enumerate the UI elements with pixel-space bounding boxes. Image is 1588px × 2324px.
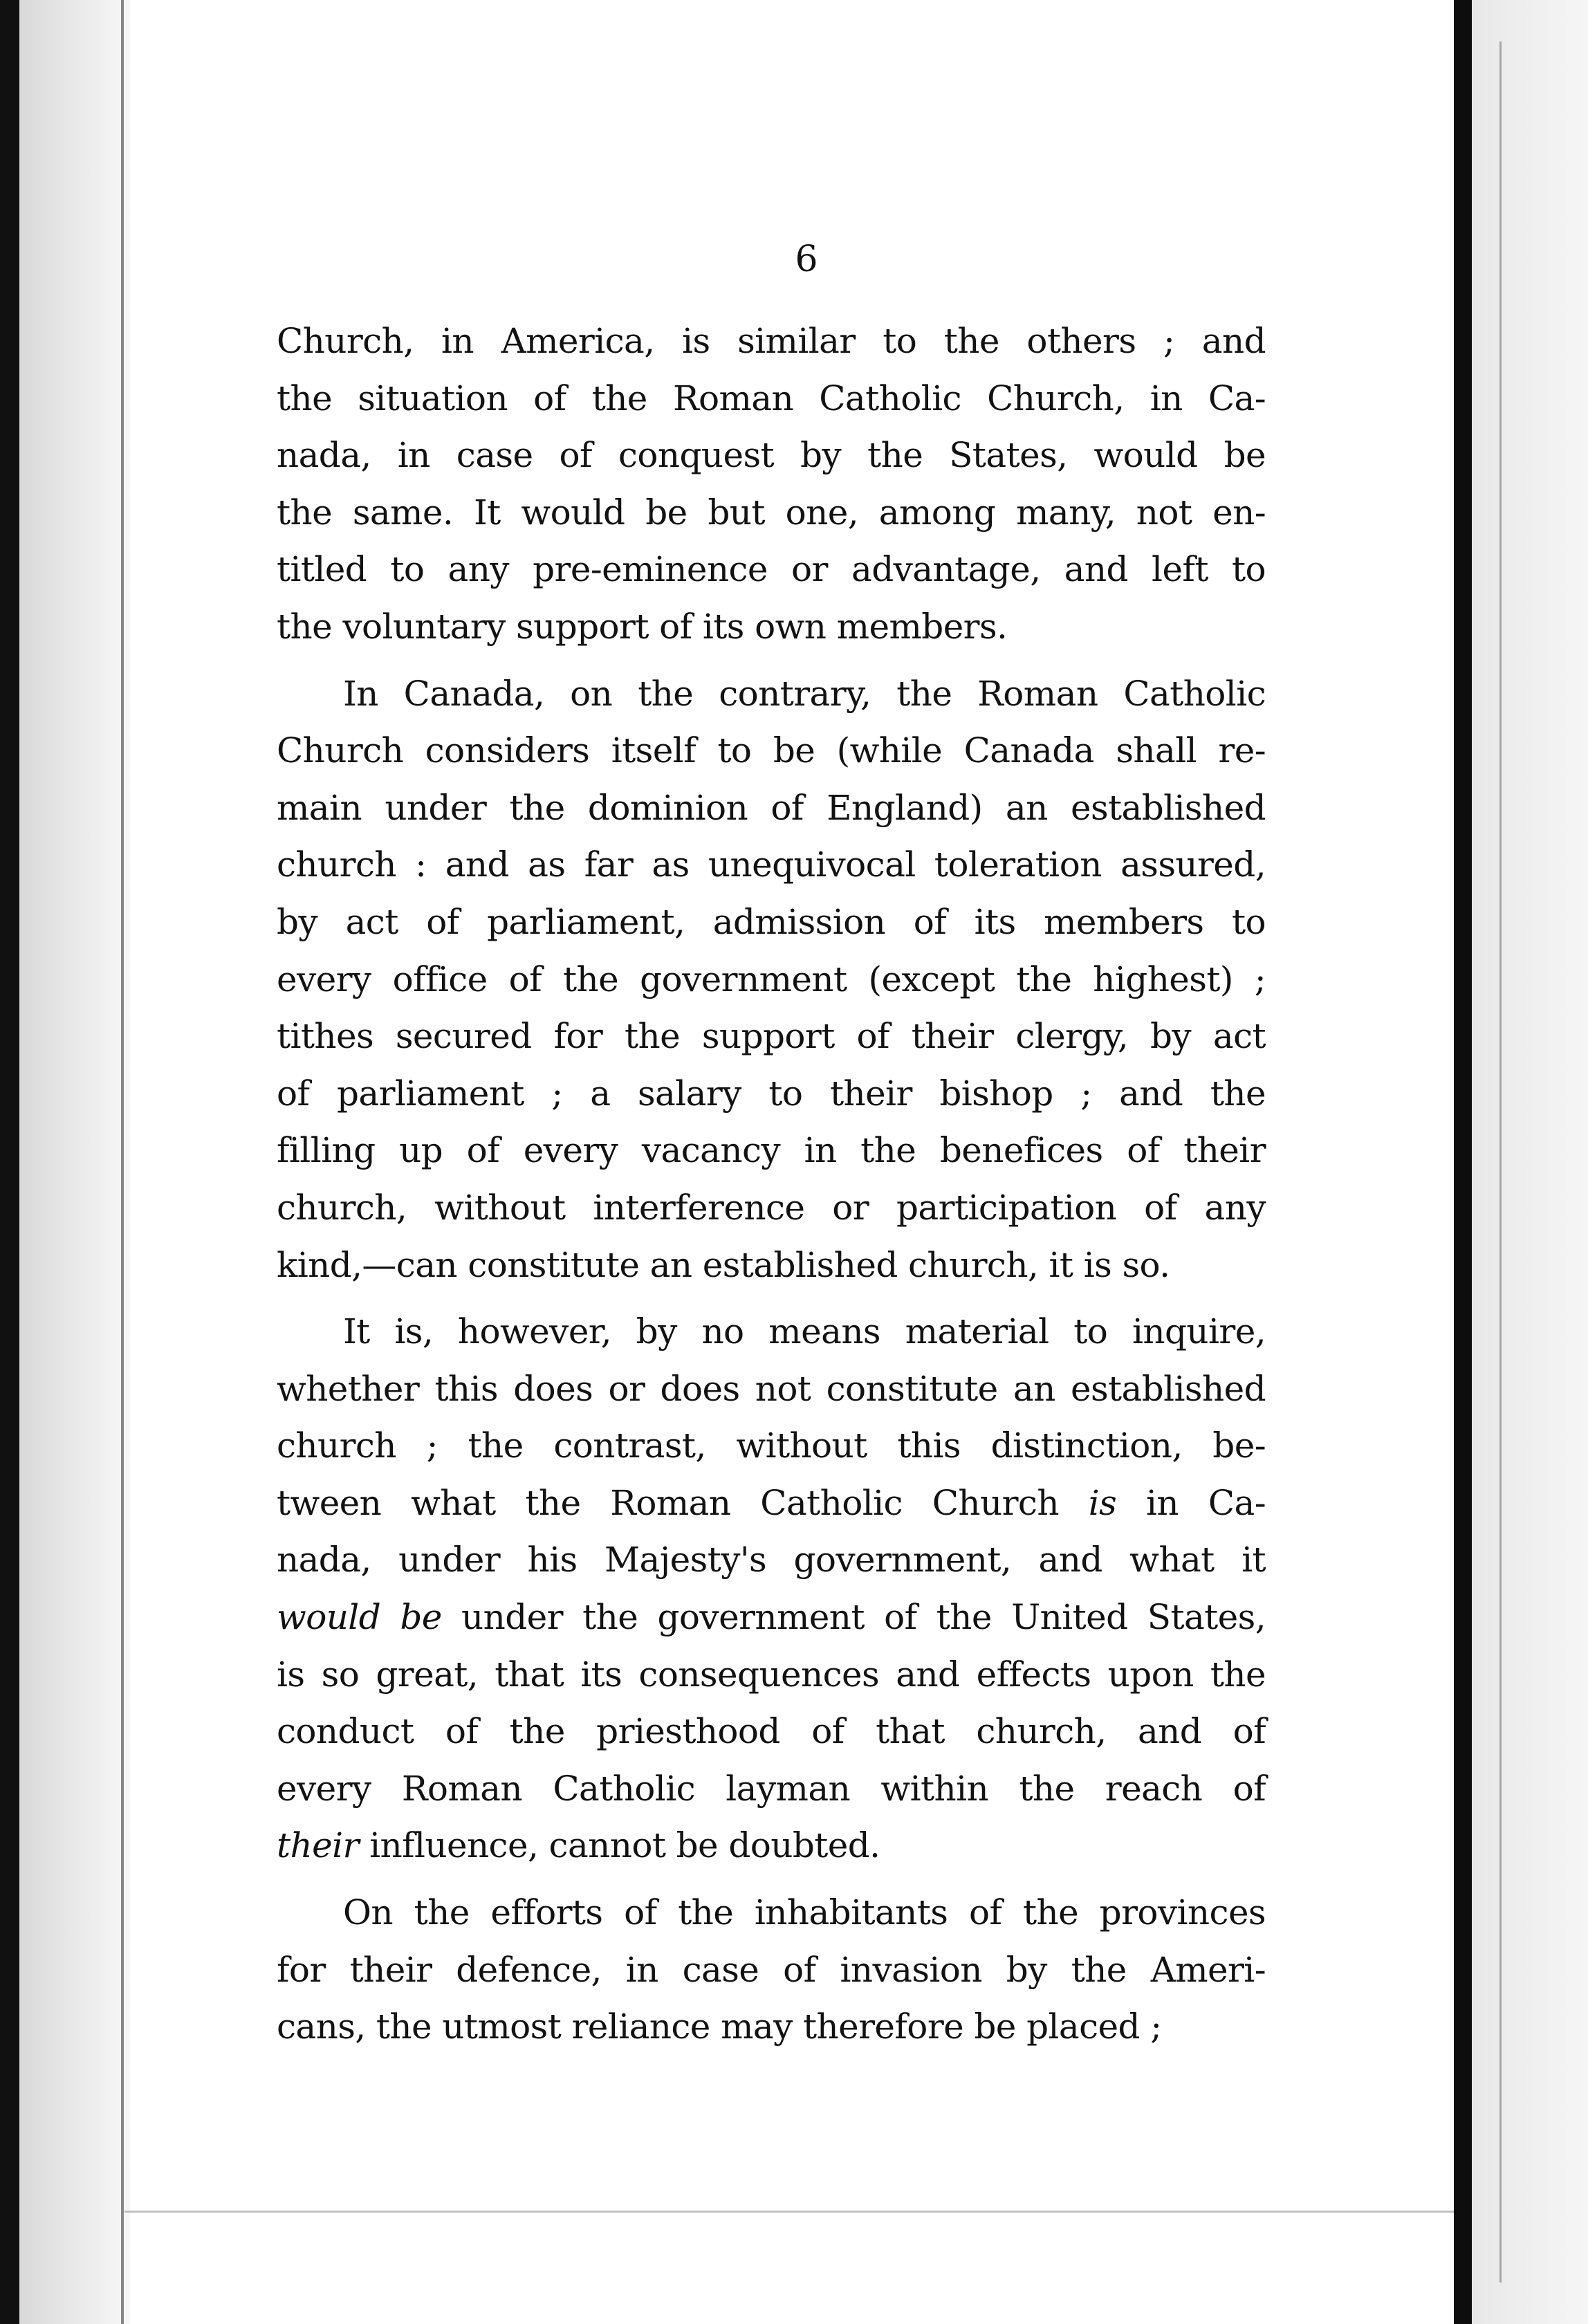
text-line: church, without interference or participation of any [277, 1187, 1266, 1228]
next-page-edge [1499, 42, 1502, 2282]
italic-emphasis: would be [277, 1597, 442, 1638]
text-line: tithes secured for the support of their clergy, by act [277, 1016, 1266, 1057]
text-line: the voluntary support of its own members. [277, 606, 1008, 647]
page-bottom-edge [124, 2211, 1454, 2213]
scan-right-border [1454, 0, 1472, 2324]
text-line: Church considers itself to be (while Canada shall re- [277, 730, 1266, 771]
paragraph [277, 665, 1266, 1294]
page-left-edge [121, 0, 124, 2324]
text-line: filling up of every vacancy in the benefices of their [277, 1130, 1266, 1171]
text-line: for their defence, in case of invasion by the Ameri- [277, 1949, 1266, 1990]
text-line: Church, in America, is similar to the others ; and [277, 321, 1266, 361]
text-line: titled to any pre-eminence or advantage, and left to [277, 549, 1266, 590]
text-line: church : and as far as unequivocal toleration assured, [277, 845, 1266, 885]
text-line: On the efforts of the inhabitants of the provinces [343, 1892, 1266, 1933]
text-line: their influence, cannot be doubted. [277, 1825, 880, 1866]
paragraph [277, 1303, 1266, 1874]
text-line: nada, under his Majesty's government, and what it [277, 1540, 1266, 1580]
page-number: 6 [795, 239, 818, 280]
paragraph [277, 313, 1266, 656]
text-line: the situation of the Roman Catholic Church, in Ca- [277, 378, 1266, 418]
italic-emphasis: their [277, 1825, 359, 1866]
body-text [277, 313, 1266, 2056]
text-line: main under the dominion of England) an established [277, 787, 1266, 828]
text-line: every office of the government (except the highest) ; [277, 959, 1266, 999]
text-line: by act of parliament, admission of its members to [277, 901, 1266, 942]
text-line: cans, the utmost reliance may therefore be placed ; [277, 2007, 1162, 2047]
text-line: of parliament ; a salary to their bishop ; and the [277, 1073, 1266, 1114]
text-line: nada, in case of conquest by the States, would be [277, 435, 1266, 476]
text-line: the same. It would be but one, among many, not en- [277, 492, 1266, 533]
scan-left-border [0, 0, 19, 2324]
text-line: It is, however, by no means material to inquire, [343, 1311, 1266, 1352]
next-page-margin [1472, 0, 1588, 2324]
paragraph [277, 1884, 1266, 2056]
paragraph-gap [277, 1874, 1266, 1884]
text-line: kind,—can constitute an established church, it is so. [277, 1244, 1170, 1285]
text-line: is so great, that its consequences and effects upon the [277, 1654, 1266, 1695]
text-line: every Roman Catholic layman within the reach of [277, 1768, 1266, 1809]
page-gutter-shadow [19, 0, 130, 2324]
text-line: In Canada, on the contrary, the Roman Catholic [343, 673, 1266, 714]
italic-emphasis: is [1088, 1482, 1117, 1523]
text-line: whether this does or does not constitute an established [277, 1368, 1266, 1409]
text-line: tween what the Roman Catholic Church is in Ca- [277, 1482, 1266, 1523]
text-line: conduct of the priesthood of that church, and of [277, 1711, 1266, 1752]
text-line: church ; the contrast, without this distinction, be- [277, 1426, 1266, 1466]
paragraph-gap [277, 1293, 1266, 1303]
paragraph-gap [277, 656, 1266, 665]
text-line: would be under the government of the United States, [277, 1597, 1266, 1638]
